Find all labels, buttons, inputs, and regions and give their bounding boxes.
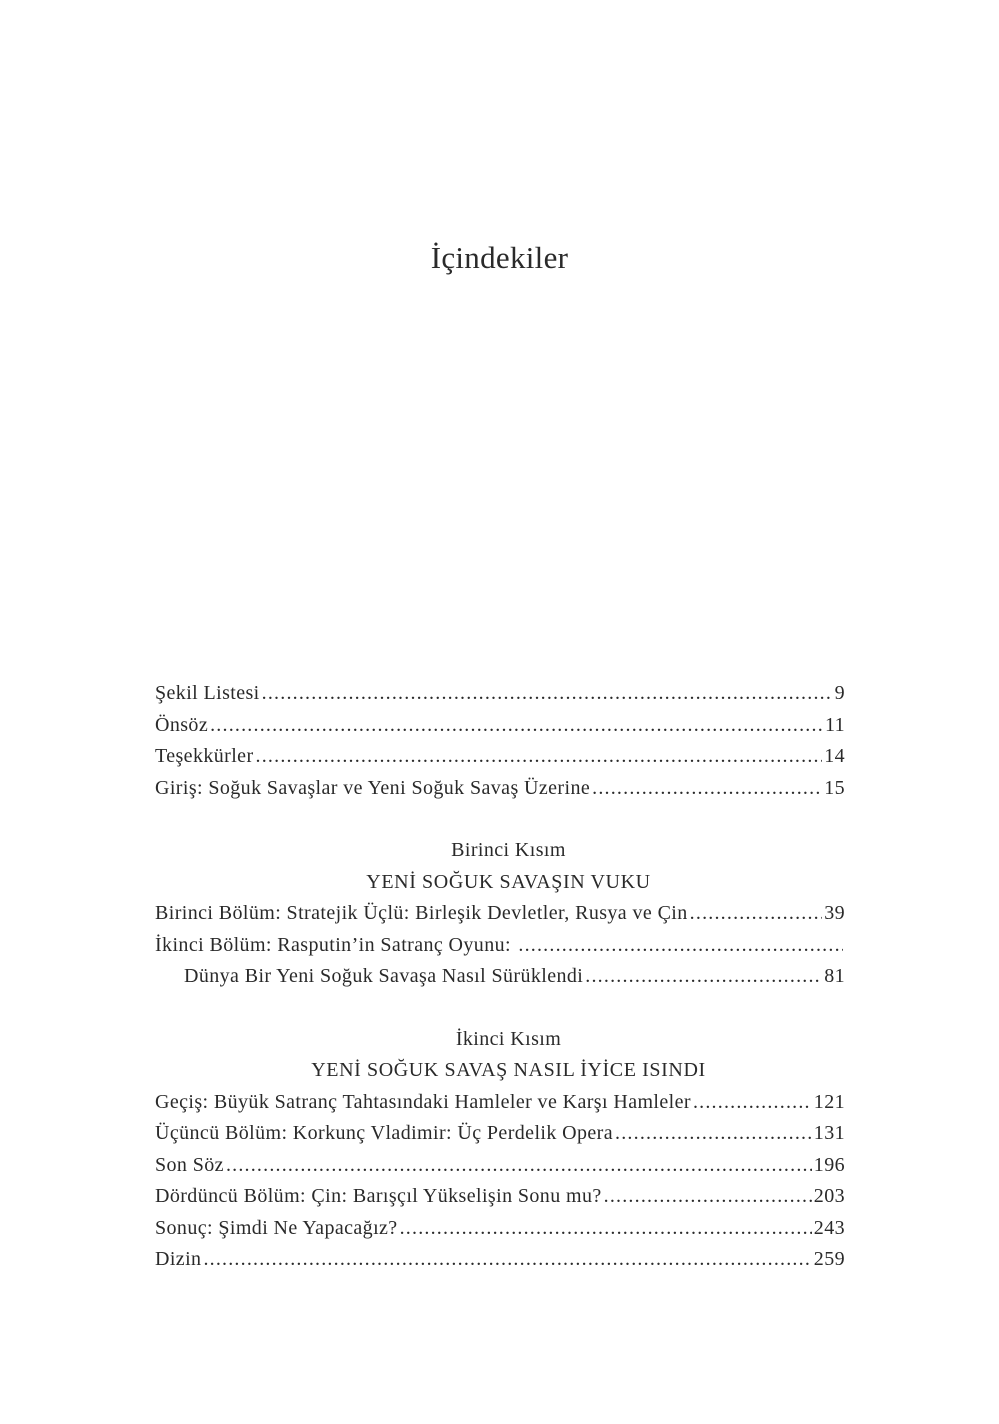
toc-entry-label: Dördüncü Bölüm: Çin: Barışçıl Yükselişin Sonu mu? bbox=[155, 1185, 602, 1207]
toc-entry bbox=[155, 1181, 845, 1213]
part-subtitle: YENİ SOĞUK SAVAŞIN VUKU bbox=[366, 870, 651, 893]
toc-entry-page: 121 bbox=[813, 1090, 845, 1113]
toc-entry-page: 14 bbox=[824, 745, 845, 767]
toc-entry bbox=[155, 741, 845, 773]
toc-leader-dots bbox=[585, 961, 822, 993]
toc-entry-page: 259 bbox=[813, 1248, 845, 1270]
toc-leader-dots bbox=[262, 678, 833, 710]
toc-leader-dots bbox=[518, 930, 843, 962]
toc-entry bbox=[155, 930, 845, 962]
toc-leader-dots bbox=[592, 773, 822, 805]
toc-entry-page: 9 bbox=[834, 682, 845, 704]
toc-entry bbox=[155, 773, 845, 805]
part-subtitle: YENİ SOĞUK SAVAŞ NASIL İYİCE ISINDI bbox=[311, 1059, 706, 1081]
page-title: İçindekiler bbox=[430, 240, 569, 275]
toc-entry-label: Teşekkürler bbox=[155, 745, 254, 767]
toc-entry-label: Dünya Bir Yeni Soğuk Savaşa Nasıl Sürüklendi bbox=[184, 965, 584, 987]
toc-entry-label: Son Söz bbox=[155, 1153, 224, 1176]
toc-entry bbox=[155, 1087, 845, 1119]
toc-leader-dots bbox=[400, 1213, 812, 1245]
toc-entry-label: İkinci Bölüm: Rasputin’in Satranç Oyunu: bbox=[155, 933, 517, 956]
section-spacer bbox=[155, 993, 845, 1024]
toc-entry bbox=[155, 1150, 845, 1182]
toc-entry-continuation bbox=[155, 961, 845, 993]
toc-entry-label: Birinci Bölüm: Stratejik Üçlü: Birleşik Devletler, Rusya ve Çin bbox=[155, 902, 688, 924]
toc-entry-label: Dizin bbox=[155, 1248, 202, 1270]
part-heading: İkinci Kısım bbox=[455, 1027, 562, 1050]
toc-entry-label: Geçiş: Büyük Satranç Tahtasındaki Hamleler ve Karşı Hamleler bbox=[155, 1090, 691, 1113]
toc-leader-dots bbox=[256, 741, 823, 773]
toc-entry-page: 131 bbox=[813, 1122, 845, 1144]
toc-entry bbox=[155, 710, 845, 742]
toc-entry bbox=[155, 1244, 845, 1276]
toc-entry-page: 196 bbox=[813, 1153, 845, 1176]
toc-entry-page: 81 bbox=[824, 965, 845, 987]
toc-entry-page: 39 bbox=[824, 902, 845, 924]
toc-leader-dots bbox=[604, 1181, 812, 1213]
toc-entry bbox=[155, 1213, 845, 1245]
toc-entry-page: 203 bbox=[813, 1185, 845, 1207]
toc-entry-label: Giriş: Soğuk Savaşlar ve Yeni Soğuk Savaş Üzerine bbox=[155, 776, 591, 799]
section-spacer bbox=[155, 804, 845, 835]
toc-entry-label: Önsöz bbox=[155, 713, 209, 736]
toc-entry bbox=[155, 1118, 845, 1150]
toc-entry-label: Sonuç: Şimdi Ne Yapacağız? bbox=[155, 1216, 398, 1239]
toc-entry-label: Şekil Listesi bbox=[155, 682, 260, 704]
toc-entry bbox=[155, 678, 845, 710]
toc-leader-dots bbox=[226, 1150, 812, 1182]
toc-entry bbox=[155, 898, 845, 930]
toc-leader-dots bbox=[690, 898, 823, 930]
toc-entry-page: 243 bbox=[813, 1216, 845, 1239]
toc-entry-page: 15 bbox=[824, 776, 845, 799]
toc-entry-page: 11 bbox=[824, 713, 845, 736]
table-of-contents bbox=[155, 678, 845, 1276]
toc-leader-dots bbox=[203, 1244, 811, 1276]
toc-leader-dots bbox=[693, 1087, 812, 1119]
toc-leader-dots bbox=[210, 710, 823, 742]
toc-leader-dots bbox=[615, 1118, 812, 1150]
toc-entry-label: Üçüncü Bölüm: Korkunç Vladimir: Üç Perdelik Opera bbox=[155, 1122, 614, 1144]
part-heading: Birinci Kısım bbox=[451, 839, 566, 861]
